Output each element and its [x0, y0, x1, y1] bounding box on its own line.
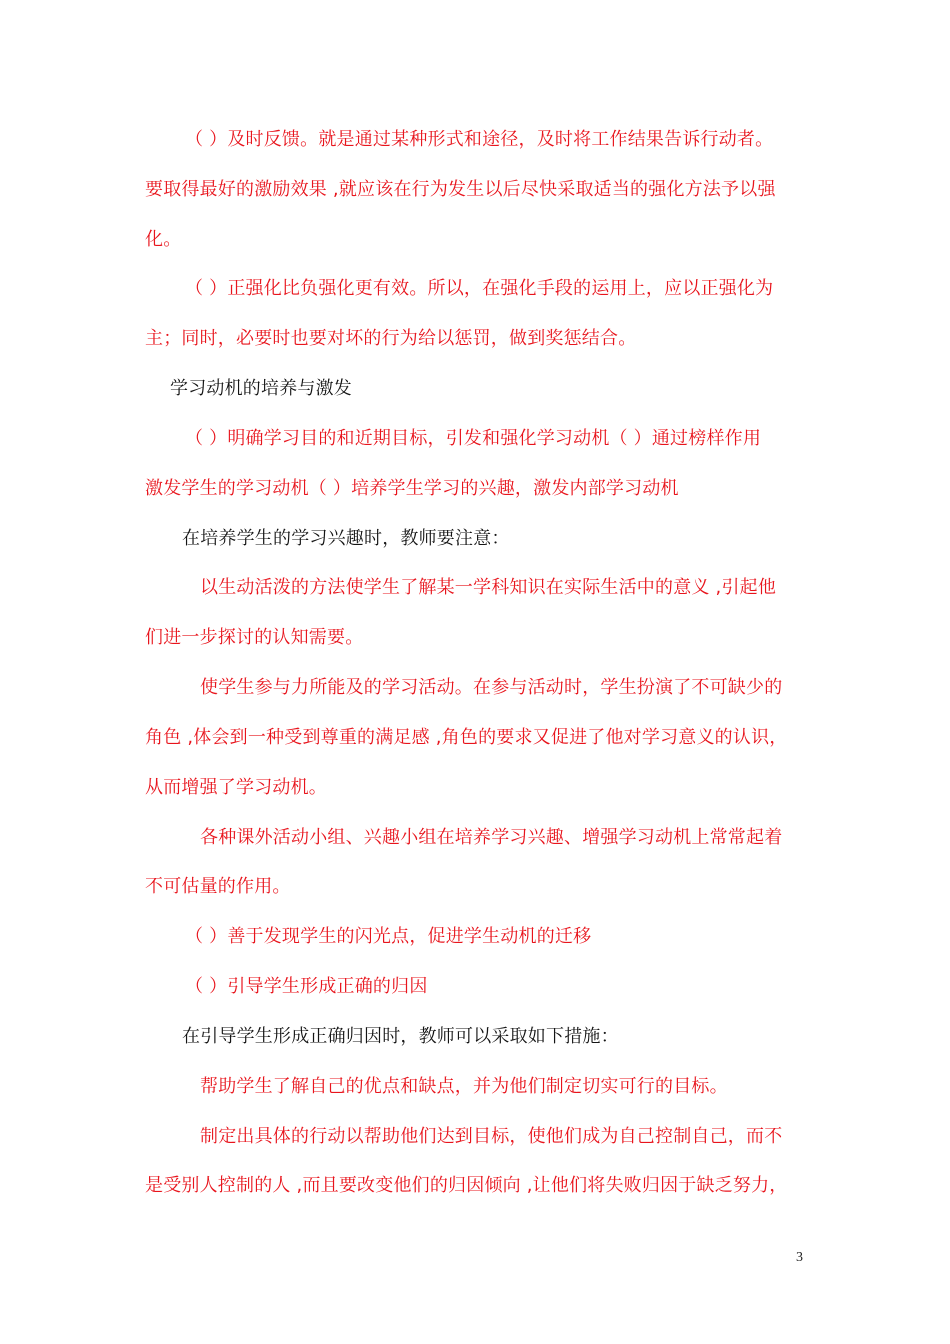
text-line: 化。: [145, 229, 182, 250]
text-line: 要取得最好的激励效果 ,就应该在行为发生以后尽快采取适当的强化方法予以强: [145, 179, 776, 200]
text-line: 是受别人控制的人 ,而且要改变他们的归因倾向 ,让他们将失败归因于缺乏努力，: [145, 1175, 788, 1196]
page-number: 3: [796, 1250, 803, 1265]
text-line: （ ）及时反馈。就是通过某种形式和途径，及时将工作结果告诉行动者。: [185, 129, 774, 150]
text-line: 们进一步探讨的认知需要。: [145, 627, 364, 648]
text-line: 使学生参与力所能及的学习活动。在参与活动时，学生扮演了不可缺少的: [200, 677, 783, 698]
text-line: 制定出具体的行动以帮助他们达到目标，使他们成为自己控制自己，而不: [200, 1126, 783, 1147]
text-line: 不可估量的作用。: [145, 876, 291, 897]
text-line: 角色 ,体会到一种受到尊重的满足感 ,角色的要求又促进了他对学习意义的认识，: [145, 727, 788, 748]
text-line: 从而增强了学习动机。: [145, 777, 327, 798]
text-line: 在引导学生形成正确归因时，教师可以采取如下措施：: [182, 1026, 619, 1047]
text-line: （ ）善于发现学生的闪光点，促进学生动机的迁移: [185, 926, 592, 947]
text-line: （ ）明确学习目的和近期目标，引发和强化学习动机（ ）通过榜样作用: [185, 428, 762, 449]
text-line: 各种课外活动小组、兴趣小组在培养学习兴趣、增强学习动机上常常起着: [200, 827, 783, 848]
text-line: （ ）正强化比负强化更有效。所以，在强化手段的运用上，应以正强化为: [185, 278, 774, 299]
text-line: （ ）引导学生形成正确的归因: [185, 976, 428, 997]
text-line: 激发学生的学习动机（ ）培养学生学习的兴趣，激发内部学习动机: [145, 478, 679, 499]
text-line: 帮助学生了解自己的优点和缺点，并为他们制定切实可行的目标。: [200, 1076, 728, 1097]
text-line: 主；同时，必要时也要对坏的行为给以惩罚，做到奖惩结合。: [145, 328, 637, 349]
section-heading: 学习动机的培养与激发: [170, 378, 352, 399]
text-line: 以生动活泼的方法使学生了解某一学科知识在实际生活中的意义 ,引起他: [200, 577, 777, 598]
text-line: 在培养学生的学习兴趣时，教师要注意：: [182, 528, 510, 549]
